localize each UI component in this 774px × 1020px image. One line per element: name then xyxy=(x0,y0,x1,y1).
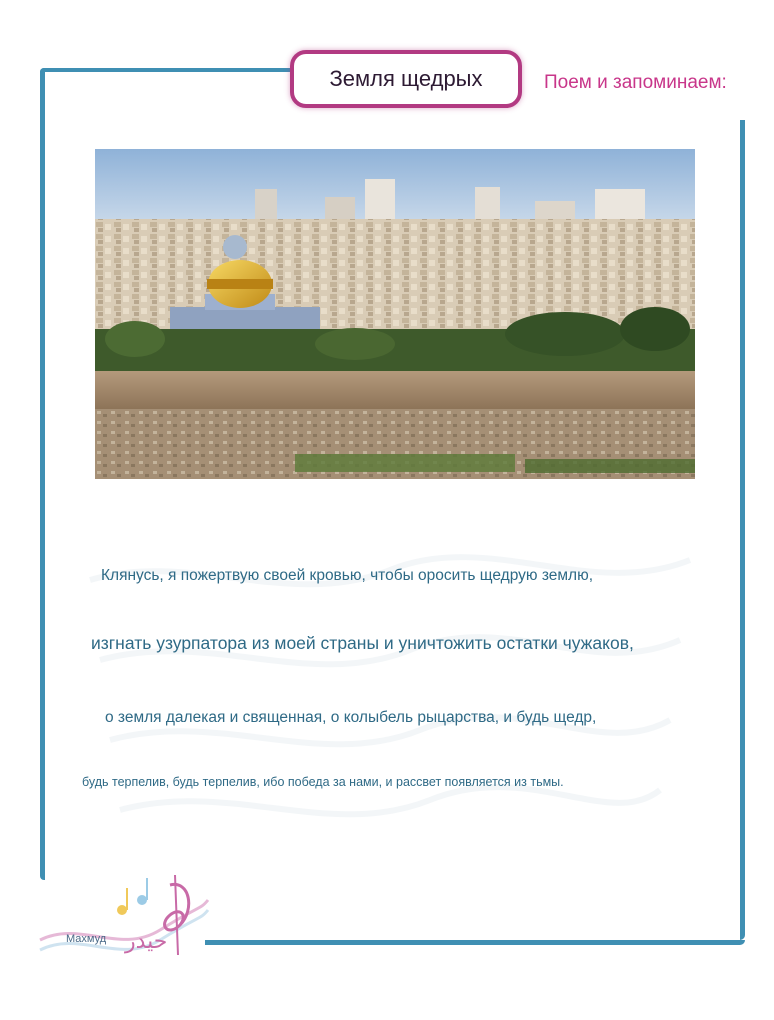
author-name: Махмуд xyxy=(66,933,107,945)
city-photo xyxy=(95,149,695,479)
frame-bottom xyxy=(205,940,745,945)
frame-left xyxy=(40,68,45,880)
calligraphy-watermark xyxy=(70,540,710,840)
poem-line-3: о земля далекая и священная, о колыбель рыцарства, и будь щедр, xyxy=(105,709,597,726)
poem-line-4: будь терпелив, будь терпелив, ибо победа за нами, и рассвет появляется из тьмы. xyxy=(82,775,564,789)
frame-top-left xyxy=(40,68,290,72)
logo-text: حيدر xyxy=(125,929,168,954)
page-subtitle: Поем и запоминаем: xyxy=(544,72,727,93)
music-notes-logo xyxy=(30,870,210,970)
page-title: Земля щедрых xyxy=(329,66,483,91)
poem-line-1: Клянусь, я пожертвую своей кровью, чтобы оросить щедрую землю, xyxy=(101,567,594,584)
frame-right xyxy=(740,120,745,940)
title-box xyxy=(290,50,522,108)
poem-line-2: изгнать узурпатора из моей страны и уничтожить остатки чужаков, xyxy=(91,633,634,653)
